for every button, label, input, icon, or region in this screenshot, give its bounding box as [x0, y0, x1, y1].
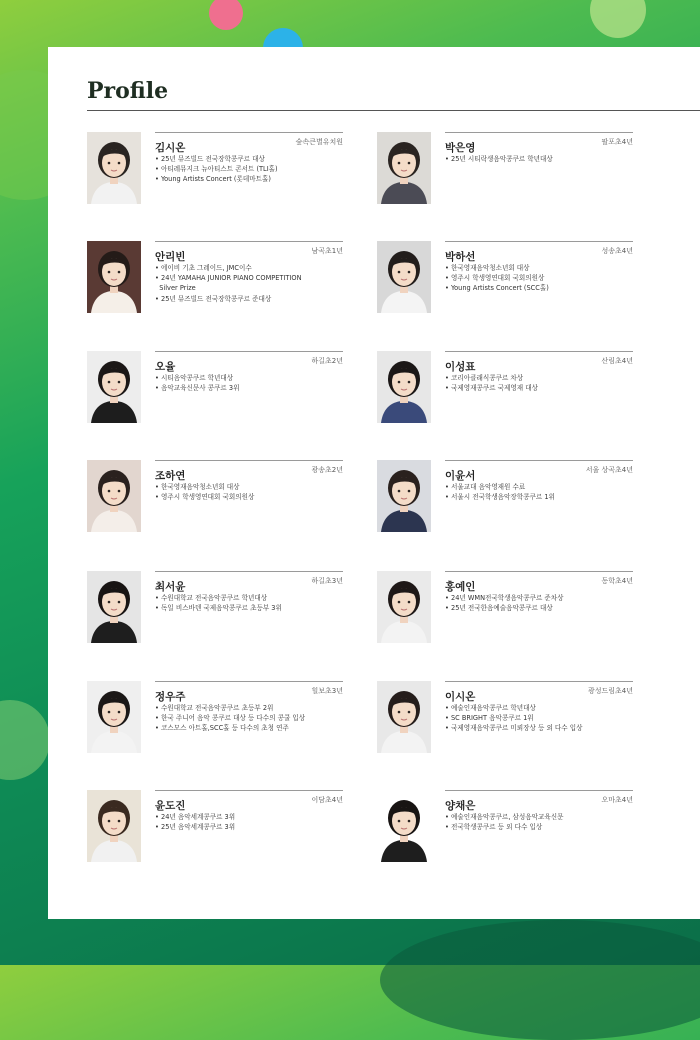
award-list — [445, 703, 633, 734]
award-list — [155, 593, 343, 613]
award-item: • 에이비 기초 그레이드, JMC이수 — [155, 263, 343, 273]
profile-card — [87, 571, 343, 647]
profile-photo — [377, 132, 431, 204]
profile-name: 양채은 — [445, 800, 476, 812]
profile-name: 이성표 — [445, 361, 476, 373]
award-item: • 24년 YAMAHA JUNIOR PIANO COMPETITION — [155, 273, 343, 283]
profile-info — [445, 790, 633, 832]
award-list — [155, 812, 343, 832]
profile-school: 이담초4년 — [311, 796, 343, 804]
award-item: • 코스모스 아트홀,SCC홀 등 다수의 초청 연주 — [155, 723, 343, 733]
profile-name: 박하선 — [445, 251, 476, 263]
award-item: • 영주시 학생영연대회 국회의원상 — [155, 492, 343, 502]
award-item: • 서울교대 음악영재원 수료 — [445, 482, 633, 492]
profile-school: 하길초2년 — [311, 357, 343, 365]
profile-header — [155, 351, 343, 373]
profile-info — [445, 681, 633, 734]
award-item: • 아티레뮤지크 뉴아티스트 콘서트 (TLI홀) — [155, 164, 343, 174]
award-item: • 한국영재음악청소년회 대상 — [445, 263, 633, 273]
award-item: • SC BRIGHT 음악콩쿠르 1위 — [445, 713, 633, 723]
profile-name: 홍예인 — [445, 581, 476, 593]
profile-school: 하길초3년 — [311, 577, 343, 585]
profile-card — [87, 681, 343, 757]
profile-header — [445, 571, 633, 593]
award-list — [155, 703, 343, 734]
profile-photo — [377, 351, 431, 423]
profile-header — [155, 571, 343, 593]
profile-info — [445, 241, 633, 294]
profile-card — [87, 241, 343, 317]
portrait-icon — [87, 351, 141, 423]
profile-school: 숲속큰별유치원 — [295, 138, 343, 146]
profile-name: 이시온 — [445, 691, 476, 703]
profile-name: 김시온 — [155, 142, 186, 154]
portrait-icon — [377, 132, 431, 204]
profile-photo — [377, 790, 431, 862]
profile-panel — [48, 47, 700, 919]
profile-photo — [377, 571, 431, 643]
award-item: • 25년 뮤즈빌드 전국장학콩쿠르 준대상 — [155, 294, 343, 304]
award-item: • 25년 전국한음예술음악콩쿠르 대상 — [445, 603, 633, 613]
profile-info — [445, 460, 633, 502]
profile-photo — [87, 132, 141, 204]
award-list — [155, 482, 343, 502]
profile-name: 정우주 — [155, 691, 186, 703]
award-list — [445, 593, 633, 613]
profile-card — [87, 351, 343, 427]
title-divider — [87, 110, 700, 111]
profile-school: 힐보초3년 — [311, 687, 343, 695]
profile-header — [445, 241, 633, 263]
profile-name: 오율 — [155, 361, 176, 373]
award-item: • 국제영재콩쿠르 국제영재 대상 — [445, 383, 633, 393]
profile-name: 윤도진 — [155, 800, 186, 812]
profile-card — [87, 790, 343, 866]
award-item: • Young Artists Concert (SCC홀) — [445, 283, 633, 293]
profile-name: 안리빈 — [155, 251, 186, 263]
profile-header — [155, 132, 343, 154]
profile-photo — [87, 241, 141, 313]
profile-info — [445, 571, 633, 613]
profile-school: 서울 상곡초4년 — [585, 466, 633, 474]
profile-photo — [87, 790, 141, 862]
profile-header — [445, 460, 633, 482]
portrait-icon — [377, 790, 431, 862]
profile-school: 산림초4년 — [601, 357, 633, 365]
award-item: • 예술인재음악콩쿠르 학년대상 — [445, 703, 633, 713]
profile-info — [445, 132, 633, 164]
profile-name: 조하연 — [155, 470, 186, 482]
portrait-icon — [87, 571, 141, 643]
profile-card — [87, 132, 343, 208]
profile-header — [155, 460, 343, 482]
decor-shape-bottom — [380, 920, 700, 1040]
profile-photo — [377, 681, 431, 753]
portrait-icon — [377, 351, 431, 423]
portrait-icon — [377, 681, 431, 753]
profile-header — [155, 681, 343, 703]
decor-circle-left-mid — [0, 700, 50, 780]
profile-header — [445, 790, 633, 812]
portrait-icon — [377, 571, 431, 643]
profile-school: 오마초4년 — [601, 796, 633, 804]
award-item: • 영주시 학생영연대회 국회의원상 — [445, 273, 633, 283]
profile-school: 성송초4년 — [601, 247, 633, 255]
profile-card — [377, 351, 633, 427]
profile-photo — [87, 460, 141, 532]
profile-info — [155, 351, 343, 393]
profile-header — [155, 790, 343, 812]
award-item: • 25년 시티락생음악콩쿠르 학년대상 — [445, 154, 633, 164]
profile-header — [445, 351, 633, 373]
profile-school: 광성드림초4년 — [587, 687, 633, 695]
profile-school: 팔포초4년 — [601, 138, 633, 146]
profile-info — [155, 460, 343, 502]
profile-card — [377, 460, 633, 536]
profile-header — [445, 132, 633, 154]
decor-circle-lime — [590, 0, 646, 38]
portrait-icon — [87, 681, 141, 753]
award-item: • 국제영재음악콩쿠르 미뢰장상 등 외 다수 입상 — [445, 723, 633, 733]
profile-info — [155, 241, 343, 304]
award-item: • 전국학생콩쿠르 등 외 다수 입상 — [445, 822, 633, 832]
profile-card — [377, 132, 633, 208]
profile-name: 박은영 — [445, 142, 476, 154]
award-list — [445, 812, 633, 832]
profile-info — [155, 132, 343, 185]
profile-card — [377, 790, 633, 866]
award-list — [155, 263, 343, 304]
award-list — [445, 154, 633, 164]
award-list — [155, 373, 343, 393]
portrait-icon — [377, 460, 431, 532]
award-item: Silver Prize — [159, 284, 196, 293]
profile-photo — [87, 571, 141, 643]
award-list — [445, 482, 633, 502]
portrait-icon — [87, 460, 141, 532]
profile-card — [377, 681, 633, 757]
award-list — [445, 373, 633, 393]
award-item: • 24년 음악세계콩쿠르 3위 — [155, 812, 343, 822]
profile-school: 남곡초1년 — [311, 247, 343, 255]
profile-header — [155, 241, 343, 263]
award-item: • 독일 비스바덴 국제음악콩쿠르 초등부 3위 — [155, 603, 343, 613]
profile-info — [155, 571, 343, 613]
award-item: • 25년 뮤즈빌드 전국장학콩쿠르 대상 — [155, 154, 343, 164]
award-item: • 예술인재음악콩쿠르, 삼성음악교육신문 — [445, 812, 633, 822]
award-item: • 한국 주니어 음악 콩쿠르 대상 등 다수의 콩쿨 입상 — [155, 713, 343, 723]
page-title: Profile — [87, 78, 169, 104]
profile-school: 동학초4년 — [601, 577, 633, 585]
award-item: • 코리아클래식콩쿠르 차상 — [445, 373, 633, 383]
profile-photo — [87, 351, 141, 423]
profile-info — [155, 790, 343, 832]
award-item: • Young Artists Concert (롯데마트홀) — [155, 174, 343, 184]
profile-school: 광송초2년 — [311, 466, 343, 474]
award-item: • 서울시 전국학생음악장학콩쿠르 1위 — [445, 492, 633, 502]
award-item: • 24년 WMN전국학생음악콩쿠르 준차상 — [445, 593, 633, 603]
profile-info — [155, 681, 343, 734]
profile-name: 이윤서 — [445, 470, 476, 482]
portrait-icon — [377, 241, 431, 313]
award-item: • 시티음악콩쿠르 학년대상 — [155, 373, 343, 383]
profile-card — [377, 571, 633, 647]
award-item: • 수원대학교 전국음악콩쿠르 초등부 2위 — [155, 703, 343, 713]
portrait-icon — [87, 241, 141, 313]
profile-card — [377, 241, 633, 317]
award-item: • 음악교육신문사 콩쿠르 3위 — [155, 383, 343, 393]
profile-photo — [87, 681, 141, 753]
award-item: • 25년 음악세계콩쿠르 3위 — [155, 822, 343, 832]
profile-name: 최서윤 — [155, 581, 186, 593]
profile-photo — [377, 460, 431, 532]
portrait-icon — [87, 790, 141, 862]
profile-header — [445, 681, 633, 703]
profile-info — [445, 351, 633, 393]
award-list — [155, 154, 343, 185]
award-list — [445, 263, 633, 294]
award-item: • 한국영재음악청소년회 대상 — [155, 482, 343, 492]
profile-photo — [377, 241, 431, 313]
decor-circle-pink — [209, 0, 243, 30]
profile-card — [87, 460, 343, 536]
award-item: • 수원대학교 전국음악콩쿠르 학년대상 — [155, 593, 343, 603]
portrait-icon — [87, 132, 141, 204]
